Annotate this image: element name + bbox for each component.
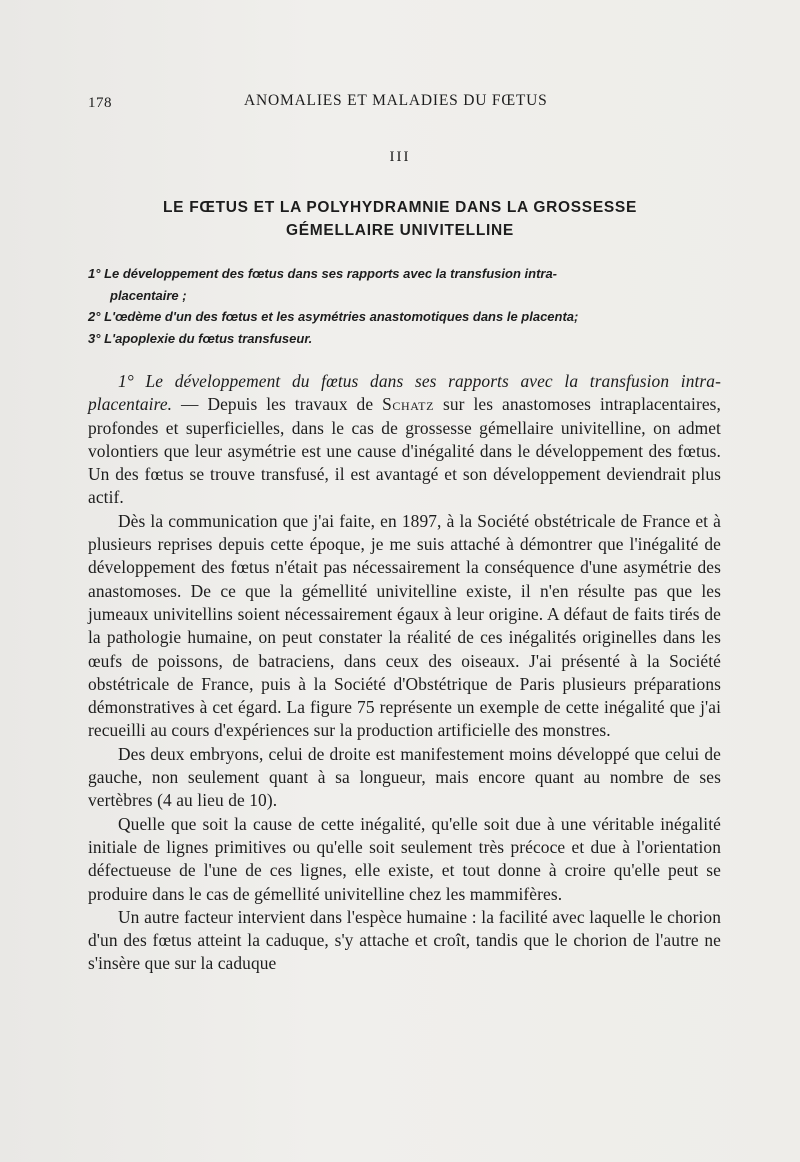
running-title: ANOMALIES ET MALADIES DU FŒTUS (244, 92, 548, 109)
summary-text-1-cont: placentaire ; (110, 287, 187, 303)
section-title (100, 196, 700, 242)
summary-marker-1: 1° (88, 266, 101, 281)
section-summary (88, 263, 716, 349)
summary-item-1 (88, 263, 716, 285)
paragraph-3: Des deux embryons, celui de droite est manifestement moins développé que celui de gauche, non seulement quant à sa longueur, mais encore quant au nombre de ses vertèbres (4 au lieu de 10). (88, 743, 721, 811)
paragraph-1-rest: sur les anastomoses intraplacentaires, profondes et superficielles, dans le cas de grossesse gémellaire univitelline, on admet volontiers que leur asymétrie est une cause d'inégalité dans le développement des fœtus. Un des fœtus se trouve transfusé, il est avantagé et son développement deviendrait plus actif. (88, 394, 721, 508)
summary-text-2: L'œdème d'un des fœtus et les asymétries anastomotiques dans le placenta; (104, 309, 579, 324)
author-name: Schatz (382, 394, 435, 415)
section-title-line-1: LE FŒTUS ET LA POLYHYDRAMNIE DANS LA GROSSESSE (163, 199, 637, 216)
paragraph-1-lead: 1° Le développement du fœtus dans ses rapports avec la transfusion intra-placentaire. (88, 371, 721, 415)
summary-marker-3: 3° (88, 330, 101, 346)
body-text (88, 370, 721, 976)
paragraph-5: Un autre facteur intervient dans l'espèce humaine : la facilité avec laquelle le chorion d'un des fœtus atteint la caduque, s'y attache et croît, tandis que le chorion de l'autre ne s'insère que sur la caduque (88, 906, 721, 974)
summary-item-1-continuation (88, 285, 716, 307)
section-number: III (389, 149, 411, 165)
paragraph-1 (88, 370, 721, 510)
summary-item-3 (88, 328, 716, 350)
summary-text-1: Le développement des fœtus dans ses rapports avec la transfusion intra- (104, 266, 558, 281)
summary-marker-2: 2° (88, 309, 101, 324)
summary-text-3: L'apoplexie du fœtus transfuseur. (104, 330, 313, 346)
paragraph-1-dash: — Depuis les travaux de (172, 394, 383, 415)
section-title-line-2: GÉMELLAIRE UNIVITELLINE (286, 222, 514, 239)
paragraph-4: Quelle que soit la cause de cette inégalité, qu'elle soit due à une véritable inégalité initiale de lignes primitives ou qu'elle soit seulement très précoce et due à l'orientation défectueuse de l'une de ces lignes, elle existe, et tout donne à croire qu'elle peut se produire dans le cas de gémellité univitelline chez les mammifères. (88, 813, 721, 904)
summary-item-2 (88, 306, 716, 328)
paragraph-2: Dès la communication que j'ai faite, en 1897, à la Société obstétricale de France et à plusieurs reprises depuis cette époque, je me suis attaché à démontrer que l'inégalité de développement des fœtus n'était pas nécessairement la conséquence d'une asymétrie des anastomoses. De ce que la gémellité univitelline existe, il n'en résulte pas que les jumeaux univitellins soient nécessairement égaux à leur origine. A défaut de faits tirés de la pathologie humaine, on peut constater la réalité de ces inégalités originelles dans les œufs de poissons, de batraciens, dans ceux des oiseaux. J'ai présenté à la Société obstétricale de France, puis à la Société d'Obstétrique de Paris plusieurs préparations démonstratives à cet égard. La figure 75 représente un exemple de cette inégalité que j'ai recueilli au cours d'expériences sur la production artificielle des monstres. (88, 510, 721, 741)
page-number: 178 (88, 95, 112, 111)
